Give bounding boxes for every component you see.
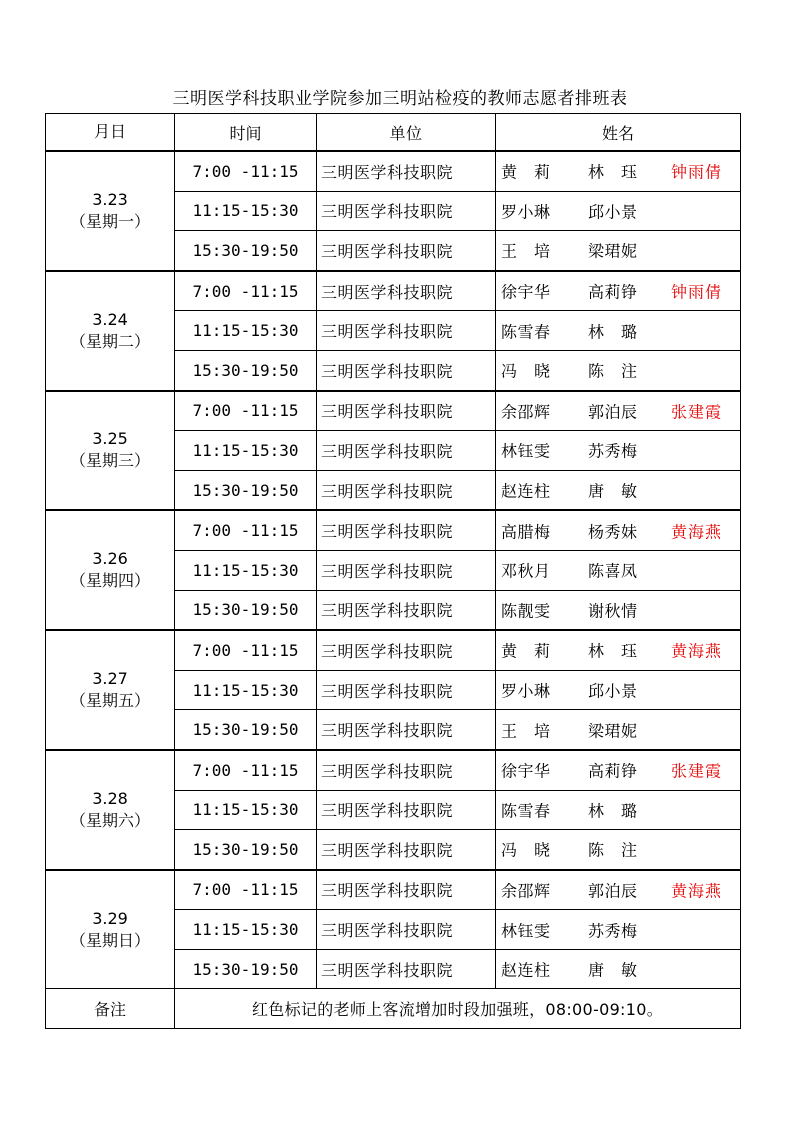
date-value: 3.29 <box>92 908 128 928</box>
name-cell <box>496 231 741 271</box>
unit-cell: 三明医学科技职院 <box>317 910 496 950</box>
name-cell <box>496 470 741 510</box>
unit-cell: 三明医学科技职院 <box>317 710 496 750</box>
time-cell: 11:15-15:30 <box>175 910 317 950</box>
date-value: 3.26 <box>92 549 128 569</box>
date-cell <box>46 870 175 989</box>
name-cell <box>496 910 741 950</box>
time-cell: 7:00 -11:15 <box>175 151 317 191</box>
note-row <box>46 989 741 1029</box>
note-label: 备注 <box>46 989 175 1029</box>
unit-cell: 三明医学科技职院 <box>317 151 496 191</box>
unit-cell: 三明医学科技职院 <box>317 231 496 271</box>
weekday-value: （星期三） <box>69 451 150 471</box>
time-cell: 15:30-19:50 <box>175 710 317 750</box>
day-block <box>46 630 741 750</box>
time-cell: 15:30-19:50 <box>175 231 317 271</box>
name-cell <box>496 271 741 311</box>
name-cell <box>496 750 741 790</box>
volunteer-name: 黄 莉 <box>501 641 551 661</box>
table-row <box>46 630 741 670</box>
day-block <box>46 870 741 989</box>
time-cell: 7:00 -11:15 <box>175 750 317 790</box>
volunteer-name: 陈喜凤 <box>588 561 638 581</box>
volunteer-name: 邱小景 <box>588 202 638 222</box>
time-cell: 7:00 -11:15 <box>175 630 317 670</box>
volunteer-name: 冯 晓 <box>501 840 551 860</box>
day-block <box>46 750 741 870</box>
unit-cell: 三明医学科技职院 <box>317 470 496 510</box>
date-cell <box>46 271 175 391</box>
volunteer-name: 郭泊辰 <box>588 402 638 422</box>
name-cell <box>496 870 741 910</box>
volunteer-name: 陈雪春 <box>501 801 551 821</box>
time-cell: 11:15-15:30 <box>175 670 317 710</box>
volunteer-name: 冯 晓 <box>501 361 551 381</box>
unit-cell: 三明医学科技职院 <box>317 670 496 710</box>
date-value: 3.28 <box>92 788 128 808</box>
date-value: 3.24 <box>92 309 128 329</box>
volunteer-name: 王 培 <box>501 721 551 741</box>
date-value: 3.25 <box>92 429 128 449</box>
volunteer-name: 徐宇华 <box>501 761 551 781</box>
volunteer-name: 高莉铮 <box>588 282 638 302</box>
volunteer-name: 罗小琳 <box>501 202 551 222</box>
volunteer-name: 邓秋月 <box>501 561 551 581</box>
volunteer-name: 陈 注 <box>588 840 638 860</box>
name-cell <box>496 670 741 710</box>
table-row <box>46 510 741 550</box>
highlighted-name: 张建霞 <box>671 402 723 422</box>
volunteer-name: 赵连柱 <box>501 481 551 501</box>
name-cell <box>496 710 741 750</box>
header-unit: 单位 <box>317 114 496 152</box>
unit-cell: 三明医学科技职院 <box>317 271 496 311</box>
unit-cell: 三明医学科技职院 <box>317 790 496 830</box>
header-name: 姓名 <box>496 114 741 152</box>
name-cell <box>496 311 741 351</box>
unit-cell: 三明医学科技职院 <box>317 311 496 351</box>
date-cell <box>46 750 175 870</box>
unit-cell: 三明医学科技职院 <box>317 870 496 910</box>
volunteer-name: 唐 敏 <box>588 481 638 501</box>
name-cell <box>496 790 741 830</box>
volunteer-name: 余邵辉 <box>501 402 551 422</box>
time-cell: 7:00 -11:15 <box>175 391 317 431</box>
time-cell: 15:30-19:50 <box>175 830 317 870</box>
weekday-value: （星期四） <box>69 571 150 591</box>
note-section <box>46 989 741 1029</box>
day-block <box>46 151 741 271</box>
volunteer-name: 林 璐 <box>588 801 638 821</box>
date-value: 3.27 <box>92 669 128 689</box>
unit-cell: 三明医学科技职院 <box>317 510 496 550</box>
volunteer-name: 梁珺妮 <box>588 721 638 741</box>
name-cell <box>496 431 741 471</box>
table-row <box>46 271 741 311</box>
volunteer-name: 林钰雯 <box>501 921 551 941</box>
time-cell: 7:00 -11:15 <box>175 271 317 311</box>
name-cell <box>496 391 741 431</box>
volunteer-name: 林 珏 <box>588 641 638 661</box>
volunteer-name: 唐 敏 <box>588 960 638 980</box>
name-cell <box>496 550 741 590</box>
volunteer-name: 郭泊辰 <box>588 881 638 901</box>
time-cell: 15:30-19:50 <box>175 350 317 390</box>
volunteer-name: 杨秀妹 <box>588 522 638 542</box>
name-cell <box>496 590 741 630</box>
name-cell <box>496 830 741 870</box>
volunteer-name: 高莉铮 <box>588 761 638 781</box>
unit-cell: 三明医学科技职院 <box>317 550 496 590</box>
volunteer-name: 王 培 <box>501 241 551 261</box>
highlighted-name: 钟雨倩 <box>671 282 723 302</box>
name-cell <box>496 510 741 550</box>
volunteer-name: 苏秀梅 <box>588 921 638 941</box>
volunteer-name: 谢秋情 <box>588 601 638 621</box>
time-cell: 7:00 -11:15 <box>175 510 317 550</box>
volunteer-name: 苏秀梅 <box>588 441 638 461</box>
time-cell: 15:30-19:50 <box>175 590 317 630</box>
unit-cell: 三明医学科技职院 <box>317 830 496 870</box>
volunteer-name: 徐宇华 <box>501 282 551 302</box>
table-row <box>46 391 741 431</box>
unit-cell: 三明医学科技职院 <box>317 630 496 670</box>
weekday-value: （星期六） <box>69 810 150 830</box>
weekday-value: （星期五） <box>69 691 150 711</box>
note-text: 红色标记的老师上客流增加时段加强班，08:00-09:10。 <box>175 989 741 1029</box>
volunteer-name: 陈靓雯 <box>501 601 551 621</box>
highlighted-name: 钟雨倩 <box>671 162 723 182</box>
volunteer-name: 余邵辉 <box>501 881 551 901</box>
volunteer-name: 赵连柱 <box>501 960 551 980</box>
date-cell <box>46 391 175 511</box>
date-cell <box>46 151 175 271</box>
time-cell: 11:15-15:30 <box>175 431 317 471</box>
time-cell: 15:30-19:50 <box>175 470 317 510</box>
date-value: 3.23 <box>92 189 128 209</box>
header-time: 时间 <box>175 114 317 152</box>
time-cell: 11:15-15:30 <box>175 790 317 830</box>
time-cell: 7:00 -11:15 <box>175 870 317 910</box>
time-cell: 11:15-15:30 <box>175 191 317 231</box>
highlighted-name: 黄海燕 <box>671 881 723 901</box>
volunteer-name: 林 珏 <box>588 162 638 182</box>
name-cell <box>496 949 741 989</box>
name-cell <box>496 630 741 670</box>
unit-cell: 三明医学科技职院 <box>317 949 496 989</box>
highlighted-name: 黄海燕 <box>671 641 723 661</box>
date-cell <box>46 510 175 630</box>
document-title: 三明医学科技职业学院参加三明站检疫的教师志愿者排班表 <box>172 89 628 109</box>
volunteer-name: 邱小景 <box>588 681 638 701</box>
volunteer-name: 高腊梅 <box>501 522 551 542</box>
unit-cell: 三明医学科技职院 <box>317 431 496 471</box>
table-row <box>46 870 741 910</box>
time-cell: 15:30-19:50 <box>175 949 317 989</box>
header-row <box>46 114 741 152</box>
weekday-value: （星期一） <box>69 211 150 231</box>
volunteer-name: 黄 莉 <box>501 162 551 182</box>
name-cell <box>496 151 741 191</box>
unit-cell: 三明医学科技职院 <box>317 391 496 431</box>
time-cell: 11:15-15:30 <box>175 550 317 590</box>
volunteer-name: 陈雪春 <box>501 322 551 342</box>
unit-cell: 三明医学科技职院 <box>317 750 496 790</box>
name-cell <box>496 350 741 390</box>
schedule-table <box>45 113 741 1029</box>
unit-cell: 三明医学科技职院 <box>317 590 496 630</box>
table-row <box>46 750 741 790</box>
unit-cell: 三明医学科技职院 <box>317 191 496 231</box>
volunteer-name: 林 璐 <box>588 322 638 342</box>
header-date: 月日 <box>46 114 175 152</box>
highlighted-name: 张建霞 <box>671 761 723 781</box>
weekday-value: （星期日） <box>69 930 150 950</box>
volunteer-name: 林钰雯 <box>501 441 551 461</box>
date-cell <box>46 630 175 750</box>
table-row <box>46 151 741 191</box>
volunteer-name: 陈 注 <box>588 361 638 381</box>
day-block <box>46 510 741 630</box>
weekday-value: （星期二） <box>69 331 150 351</box>
highlighted-name: 黄海燕 <box>671 522 723 542</box>
volunteer-name: 罗小琳 <box>501 681 551 701</box>
time-cell: 11:15-15:30 <box>175 311 317 351</box>
day-block <box>46 391 741 511</box>
name-cell <box>496 191 741 231</box>
day-block <box>46 271 741 391</box>
unit-cell: 三明医学科技职院 <box>317 350 496 390</box>
table-header <box>46 114 741 152</box>
volunteer-name: 梁珺妮 <box>588 241 638 261</box>
